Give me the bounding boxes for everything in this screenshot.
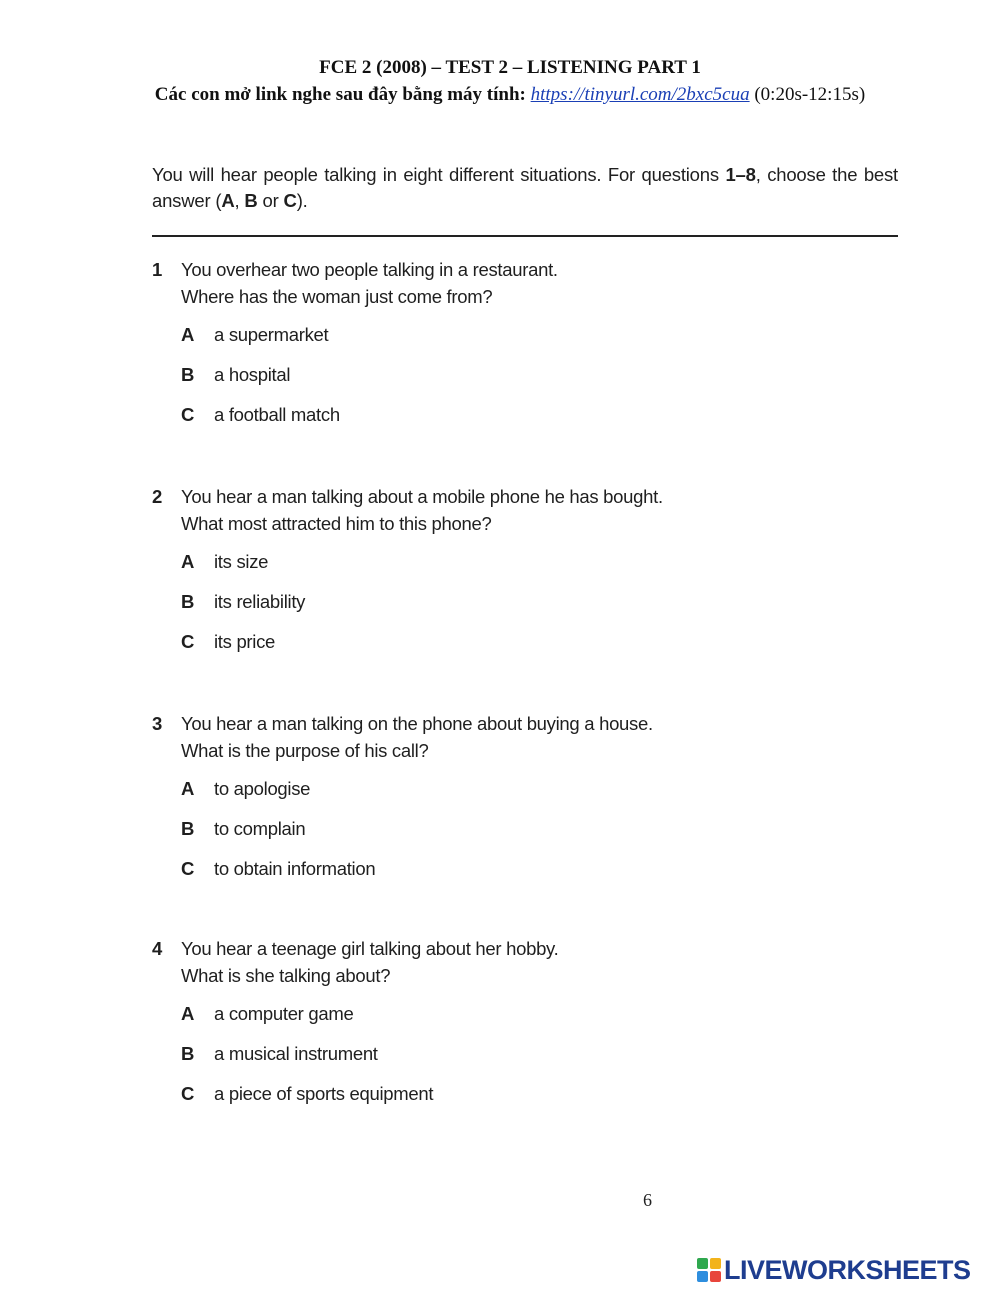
question-context: You hear a man talking on the phone about buying a house. [181,713,653,734]
option-text: a hospital [214,364,291,385]
question-text: What is the purpose of his call? [181,740,429,761]
logo-square-1 [697,1258,708,1269]
option-text: to obtain information [214,858,376,879]
option-text: to apologise [214,778,311,799]
question-context: You hear a teenage girl talking about her hobby. [181,938,559,959]
option-3c[interactable] [181,856,375,882]
brand-name: LIVEWORKSHEETS [724,1254,971,1285]
instructions-text-1: You will hear people talking in eight different situations. For questions [152,164,726,185]
instructions-letter-a: A [221,190,235,211]
option-letter: A [181,551,195,572]
option-text: its reliability [214,591,306,612]
question-number: 2 [152,486,162,507]
option-4a[interactable] [181,1001,353,1027]
option-text: a football match [214,404,340,425]
question-text: What most attracted him to this phone? [181,513,492,534]
option-letter: C [181,858,195,879]
instructions-letter-b: B [244,190,258,211]
question-prompt [181,710,653,764]
option-1b[interactable] [181,362,290,388]
link-instruction-label: Các con mở link nghe sau đây bằng máy tính: [154,84,526,105]
option-letter: B [181,818,195,839]
liveworksheets-watermark [697,1255,971,1285]
audio-link[interactable]: https://tinyurl.com/2bxc5cua [530,84,750,105]
option-letter: B [181,1043,195,1064]
option-text: a musical instrument [214,1043,378,1064]
liveworksheets-logo-icon [697,1258,721,1282]
option-letter: A [181,778,195,799]
option-letter: C [181,404,195,425]
option-1c[interactable] [181,402,340,428]
option-text: a supermarket [214,324,329,345]
question-text: What is she talking about? [181,965,391,986]
question-prompt [181,935,558,989]
logo-square-4 [710,1271,721,1282]
option-text: a piece of sports equipment [214,1083,434,1104]
task-instructions [152,162,898,214]
instructions-or: or [257,190,284,211]
instructions-comma: , [234,190,245,211]
instructions-end: ). [296,190,308,211]
option-letter: A [181,1003,195,1024]
option-1a[interactable] [181,322,328,348]
option-letter: A [181,324,195,345]
option-letter: B [181,591,195,612]
option-3b[interactable] [181,816,305,842]
question-text: Where has the woman just come from? [181,286,493,307]
option-text: its size [214,551,269,572]
document-title: FCE 2 (2008) – TEST 2 – LISTENING PART 1 [319,57,701,78]
instructions-text-2: , choose the best answer ( [152,164,898,211]
divider-rule [152,235,898,237]
option-text: its price [214,631,276,652]
question-number: 4 [152,938,162,959]
instructions-letter-c: C [283,190,297,211]
question-prompt [181,256,558,310]
option-4c[interactable] [181,1081,433,1107]
option-letter: B [181,364,195,385]
logo-square-2 [710,1258,721,1269]
page-number: 6 [643,1190,652,1210]
option-text: to complain [214,818,306,839]
option-letter: C [181,631,195,652]
listening-link-line [0,81,1000,108]
option-letter: C [181,1083,195,1104]
option-2c[interactable] [181,629,275,655]
option-2a[interactable] [181,549,268,575]
question-range: 1–8 [725,164,756,185]
question-number: 1 [152,259,162,280]
option-2b[interactable] [181,589,305,615]
time-range: (0:20s-12:15s) [754,84,866,105]
question-prompt [181,483,663,537]
question-number: 3 [152,713,162,734]
question-context: You hear a man talking about a mobile phone he has bought. [181,486,663,507]
document-header [0,54,1000,108]
option-3a[interactable] [181,776,310,802]
logo-square-3 [697,1271,708,1282]
option-text: a computer game [214,1003,354,1024]
question-context: You overhear two people talking in a restaurant. [181,259,558,280]
option-4b[interactable] [181,1041,378,1067]
